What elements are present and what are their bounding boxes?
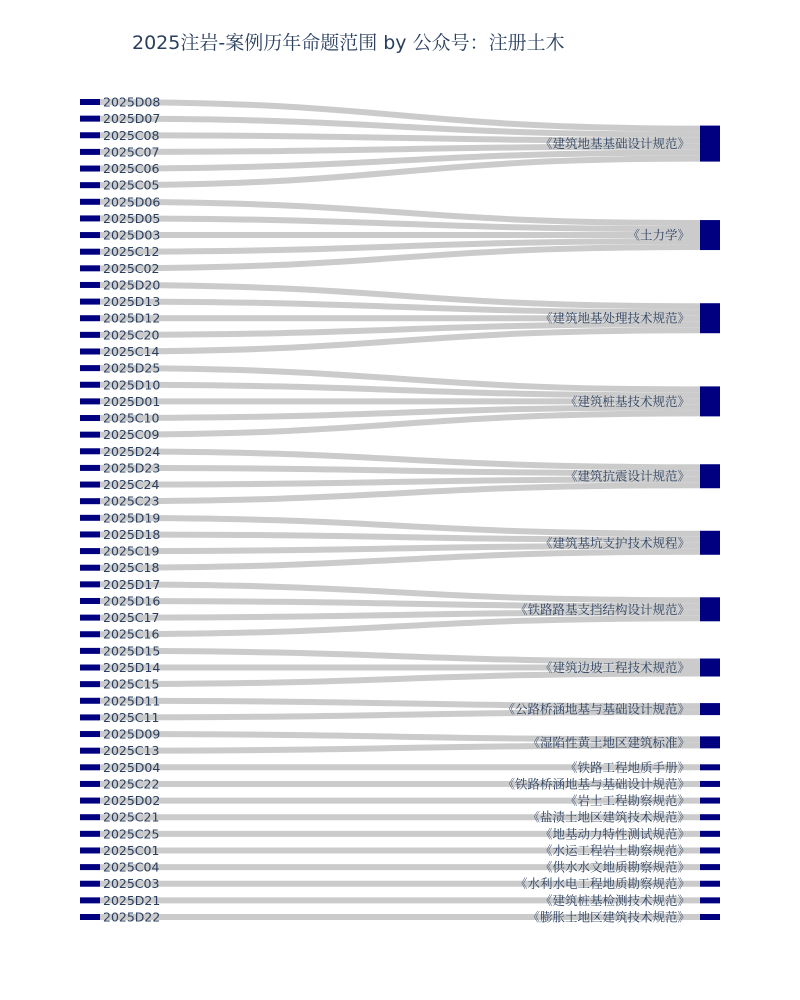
source-node-2025d13 — [80, 299, 100, 305]
source-node-2025c11 — [80, 714, 100, 720]
target-node-8 — [700, 703, 720, 715]
source-label-2025c07: 2025C07 — [103, 144, 160, 160]
source-node-2025c17 — [80, 615, 100, 621]
source-label-2025c03: 2025C03 — [103, 876, 160, 892]
target-node-0 — [700, 126, 720, 162]
source-node-2025d16 — [80, 598, 100, 604]
source-label-2025c08: 2025C08 — [103, 127, 160, 143]
source-node-2025c02 — [80, 265, 100, 271]
target-label-10: 《铁路工程地质手册》 — [564, 759, 690, 775]
source-node-2025d01 — [80, 398, 100, 404]
source-label-2025c15: 2025C15 — [103, 676, 160, 692]
target-label-17: 《水利水电工程地质勘察规范》 — [514, 876, 690, 892]
source-label-2025d21: 2025D21 — [103, 892, 161, 908]
target-node-12 — [700, 798, 720, 804]
source-node-2025c08 — [80, 132, 100, 138]
target-node-14 — [700, 831, 720, 837]
source-label-2025d11: 2025D11 — [103, 693, 161, 709]
source-label-2025c20: 2025C20 — [103, 327, 160, 343]
target-node-6 — [700, 597, 720, 621]
source-node-2025c05 — [80, 182, 100, 188]
source-label-2025d07: 2025D07 — [103, 111, 161, 127]
source-label-2025c17: 2025C17 — [103, 610, 160, 626]
source-label-2025c04: 2025C04 — [103, 859, 160, 875]
target-node-7 — [700, 659, 720, 677]
source-node-2025d02 — [80, 798, 100, 804]
source-node-2025c24 — [80, 482, 100, 488]
source-label-2025c14: 2025C14 — [103, 343, 160, 359]
target-label-16: 《供水水文地质勘察规范》 — [539, 859, 690, 875]
source-node-2025c21 — [80, 814, 100, 820]
source-label-2025d15: 2025D15 — [103, 643, 161, 659]
source-node-2025d24 — [80, 448, 100, 454]
source-label-2025c09: 2025C09 — [103, 427, 160, 443]
target-label-19: 《膨胀土地区建筑技术规范》 — [527, 909, 690, 925]
source-label-2025d23: 2025D23 — [103, 460, 161, 476]
source-label-2025c25: 2025C25 — [103, 826, 160, 842]
source-node-2025d20 — [80, 282, 100, 288]
source-label-2025d25: 2025D25 — [103, 360, 161, 376]
target-label-18: 《建筑桩基检测技术规范》 — [539, 892, 690, 908]
source-label-2025d24: 2025D24 — [103, 443, 161, 459]
target-node-9 — [700, 736, 720, 748]
source-node-2025d19 — [80, 515, 100, 521]
source-node-2025c01 — [80, 847, 100, 853]
source-node-2025c12 — [80, 249, 100, 255]
source-node-2025d21 — [80, 897, 100, 903]
source-label-2025c12: 2025C12 — [103, 244, 160, 260]
sankey-link-2025c16 — [100, 618, 700, 634]
source-label-2025c22: 2025C22 — [103, 776, 160, 792]
source-node-2025d04 — [80, 764, 100, 770]
source-label-2025c02: 2025C02 — [103, 260, 160, 276]
target-node-18 — [700, 897, 720, 903]
source-node-2025c25 — [80, 831, 100, 837]
target-node-11 — [700, 781, 720, 787]
source-label-2025d16: 2025D16 — [103, 593, 161, 609]
target-node-5 — [700, 531, 720, 555]
source-label-2025d14: 2025D14 — [103, 660, 161, 676]
source-label-2025d10: 2025D10 — [103, 377, 161, 393]
source-node-2025d10 — [80, 382, 100, 388]
source-node-2025d08 — [80, 99, 100, 105]
target-node-2 — [700, 303, 720, 333]
source-node-2025d25 — [80, 365, 100, 371]
target-node-16 — [700, 864, 720, 870]
source-node-2025c22 — [80, 781, 100, 787]
source-node-2025c13 — [80, 748, 100, 754]
source-label-2025d03: 2025D03 — [103, 227, 161, 243]
source-node-2025c07 — [80, 149, 100, 155]
source-label-2025d17: 2025D17 — [103, 576, 161, 592]
source-node-2025c19 — [80, 548, 100, 554]
source-label-2025d02: 2025D02 — [103, 793, 161, 809]
source-node-2025c20 — [80, 332, 100, 338]
source-label-2025c23: 2025C23 — [103, 493, 160, 509]
source-node-2025c04 — [80, 864, 100, 870]
source-node-2025c14 — [80, 348, 100, 354]
source-node-2025c09 — [80, 432, 100, 438]
source-label-2025c24: 2025C24 — [103, 477, 160, 493]
source-node-2025d18 — [80, 531, 100, 537]
source-label-2025d08: 2025D08 — [103, 94, 161, 110]
target-node-4 — [700, 464, 720, 488]
chart-title: 2025注岩-案例历年命题范围 by 公众号：注册土木 — [132, 32, 565, 54]
sankey-link-2025c15 — [100, 674, 700, 685]
source-label-2025c05: 2025C05 — [103, 177, 160, 193]
target-label-11: 《铁路桥涵地基与基础设计规范》 — [502, 776, 690, 792]
source-node-2025c15 — [80, 681, 100, 687]
source-node-2025d17 — [80, 581, 100, 587]
source-label-2025d19: 2025D19 — [103, 510, 161, 526]
source-node-2025c10 — [80, 415, 100, 421]
target-label-0: 《建筑地基基础设计规范》 — [539, 136, 690, 152]
target-label-5: 《建筑基坑支护技术规程》 — [539, 535, 690, 551]
source-node-2025d23 — [80, 465, 100, 471]
target-label-2: 《建筑地基处理技术规范》 — [539, 310, 690, 326]
sankey-link-2025d19 — [100, 518, 700, 534]
source-node-2025d12 — [80, 315, 100, 321]
source-label-2025c11: 2025C11 — [103, 709, 160, 725]
source-node-2025c16 — [80, 631, 100, 637]
source-node-2025c23 — [80, 498, 100, 504]
source-node-2025d07 — [80, 116, 100, 122]
source-node-2025d14 — [80, 665, 100, 671]
source-label-2025d18: 2025D18 — [103, 526, 161, 542]
source-node-2025d11 — [80, 698, 100, 704]
source-label-2025d12: 2025D12 — [103, 310, 161, 326]
target-label-15: 《水运工程岩土勘察规范》 — [539, 842, 690, 858]
source-label-2025d13: 2025D13 — [103, 294, 161, 310]
source-label-2025c16: 2025C16 — [103, 626, 160, 642]
source-label-2025c06: 2025C06 — [103, 161, 160, 177]
source-label-2025d01: 2025D01 — [103, 393, 161, 409]
source-label-2025d20: 2025D20 — [103, 277, 161, 293]
source-label-2025d04: 2025D04 — [103, 759, 161, 775]
target-label-14: 《地基动力特性测试规范》 — [539, 826, 690, 842]
source-node-2025d09 — [80, 731, 100, 737]
source-node-2025d15 — [80, 648, 100, 654]
target-label-1: 《土力学》 — [627, 227, 690, 243]
target-node-13 — [700, 814, 720, 820]
sankey-link-2025c23 — [100, 485, 700, 501]
target-label-13: 《盐渍土地区建筑技术规范》 — [527, 809, 690, 825]
source-node-2025c03 — [80, 881, 100, 887]
target-label-3: 《建筑桩基技术规范》 — [564, 393, 690, 409]
target-label-8: 《公路桥涵地基与基础设计规范》 — [502, 701, 690, 717]
source-label-2025c21: 2025C21 — [103, 809, 160, 825]
source-label-2025c19: 2025C19 — [103, 543, 160, 559]
target-node-1 — [700, 220, 720, 250]
target-label-6: 《铁路路基支挡结构设计规范》 — [514, 601, 690, 617]
source-node-2025d05 — [80, 215, 100, 221]
sankey-link-2025d24 — [100, 451, 700, 467]
source-label-2025c01: 2025C01 — [103, 842, 160, 858]
source-label-2025d22: 2025D22 — [103, 909, 161, 925]
target-node-10 — [700, 764, 720, 770]
source-node-2025c18 — [80, 565, 100, 571]
target-label-7: 《建筑边坡工程技术规范》 — [539, 660, 690, 676]
source-label-2025d09: 2025D09 — [103, 726, 161, 742]
target-node-17 — [700, 881, 720, 887]
source-label-2025c18: 2025C18 — [103, 560, 160, 576]
source-label-2025c13: 2025C13 — [103, 743, 160, 759]
source-node-2025d06 — [80, 199, 100, 205]
sankey-link-2025d17 — [100, 584, 700, 600]
target-node-3 — [700, 386, 720, 416]
target-label-4: 《建筑抗震设计规范》 — [564, 468, 690, 484]
source-label-2025d06: 2025D06 — [103, 194, 161, 210]
source-label-2025c10: 2025C10 — [103, 410, 160, 426]
target-node-15 — [700, 847, 720, 853]
source-label-2025d05: 2025D05 — [103, 210, 161, 226]
sankey-link-2025c18 — [100, 552, 700, 568]
target-label-9: 《湿陷性黄土地区建筑标准》 — [527, 734, 690, 750]
target-node-19 — [700, 914, 720, 920]
source-node-2025c06 — [80, 166, 100, 172]
source-node-2025d22 — [80, 914, 100, 920]
target-label-12: 《岩土工程勘察规范》 — [564, 793, 690, 809]
source-node-2025d03 — [80, 232, 100, 238]
